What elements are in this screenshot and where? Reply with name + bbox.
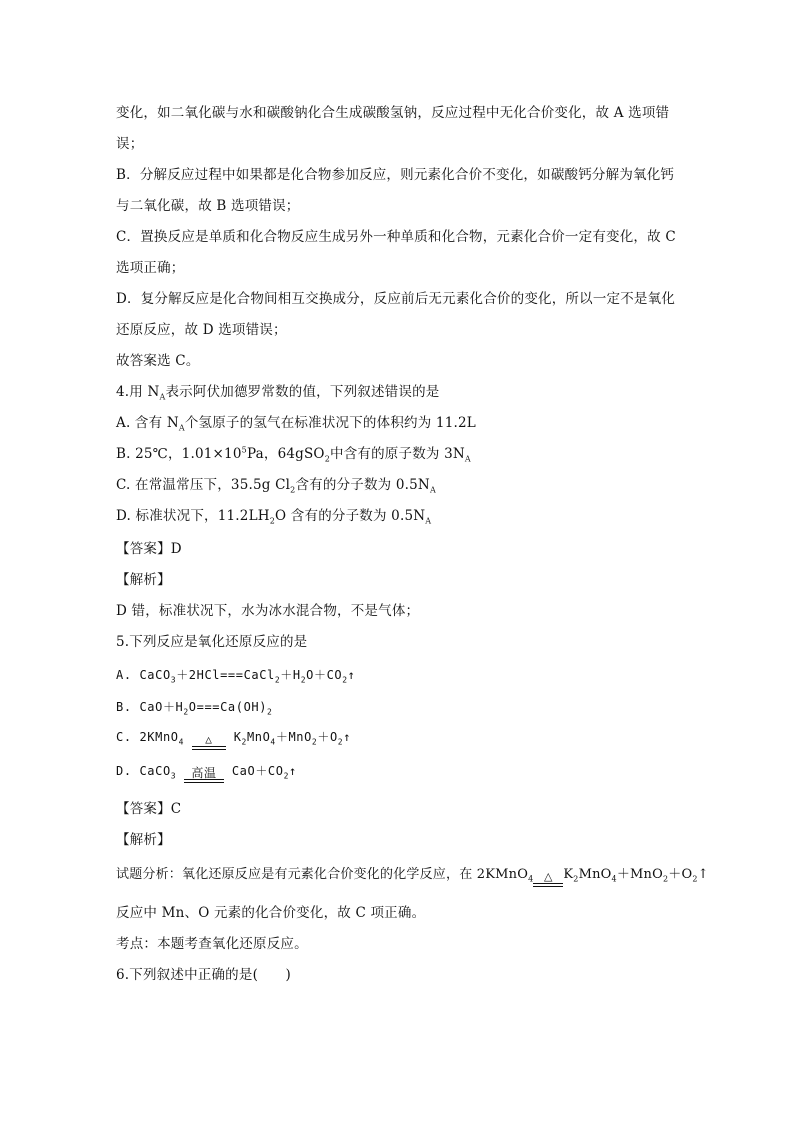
analysis-text: D 错，标准状况下，水为冰水混合物，不是气体； — [116, 603, 420, 619]
knowledge-point: 考点：本题考查氧化还原反应。 — [116, 936, 308, 952]
question-5-option-d: D. CaCO$_3$ 高温 $CaO+CO_2↑$ — [116, 762, 684, 783]
analysis-text: 反应中 Mn、O 元素的化合价变化，故 C 项正确。 — [116, 905, 426, 921]
text-line: 还原反应，故 D 选项错误； — [116, 322, 287, 338]
question-4-option-d: D. 标准状况下，$11.2LH_2O$ 含有的分子数为 $0.5N_A$ — [116, 508, 432, 526]
high-temp-condition: 高温 — [184, 767, 224, 783]
heat-condition: △ — [192, 734, 226, 750]
question-6-stem: 6.下列叙述中正确的是( ) — [116, 967, 291, 983]
question-4-option-b: B. 25℃，$1.01\times 10^5Pa$，64gSO$_2$中含有的原子数为 $3N_A$ — [116, 445, 471, 464]
question-5-option-a: A. $CaCO_3+2HCl===CaCl_2+H_2O+CO_2↑$ — [116, 668, 356, 685]
analysis-label: 【解析】 — [116, 572, 171, 588]
text-line: 与二氧化碳，故 B 选项错误； — [116, 198, 300, 214]
answer-label: 【答案】D — [116, 541, 182, 557]
question-4-stem: 4.用 $N_A$表示阿伏加德罗常数的值，下列叙述错误的是 — [116, 384, 440, 402]
text-line: 变化，如二氧化碳与水和碳酸钠化合生成碳酸氢钠，反应过程中无化合价变化，故 A 选项错 — [116, 105, 670, 121]
analysis-label: 【解析】 — [116, 832, 171, 848]
text-line: 误； — [116, 136, 144, 152]
question-5-option-c: C. 2KMnO$_4$ △ $K_2MnO_4+MnO_2+O_2↑$ — [116, 728, 684, 750]
question-5-option-b: B. $CaO+H_2O===Ca(OH)_2$ — [116, 700, 273, 717]
answer-label: 【答案】C — [116, 801, 182, 817]
text-line: D．复分解反应是化合物间相互交换成分，反应前后无元素化合价的变化，所以一定不是氧化 — [116, 291, 676, 307]
text-line: 故答案选 C。 — [116, 353, 200, 369]
question-4-option-c: C. 在常温常压下，35.5g $Cl_2$含有的分子数为 $0.5N_A$ — [116, 477, 436, 495]
text-line: C．置换反应是单质和化合物反应生成另外一种单质和化合物，元素化合价一定有变化，故 C — [116, 229, 676, 245]
text-line: 选项正确； — [116, 260, 185, 276]
analysis-text: 试题分析：氧化还原反应是有元素化合价变化的化学反应，在 2KMnO$_4$ △ $K_2MnO_4+MnO_2+O_2↑$ — [116, 866, 684, 887]
heat-condition: △ — [533, 871, 563, 887]
text-line: B．分解反应过程中如果都是化合物参加反应，则元素化合价不变化，如碳酸钙分解为氧化钙 — [116, 167, 675, 183]
question-4-option-a: A. 含有 $N_A$个氢原子的氢气在标准状况下的体积约为 11.2L — [116, 415, 476, 433]
question-5-stem: 5.下列反应是氧化还原反应的是 — [116, 634, 308, 650]
